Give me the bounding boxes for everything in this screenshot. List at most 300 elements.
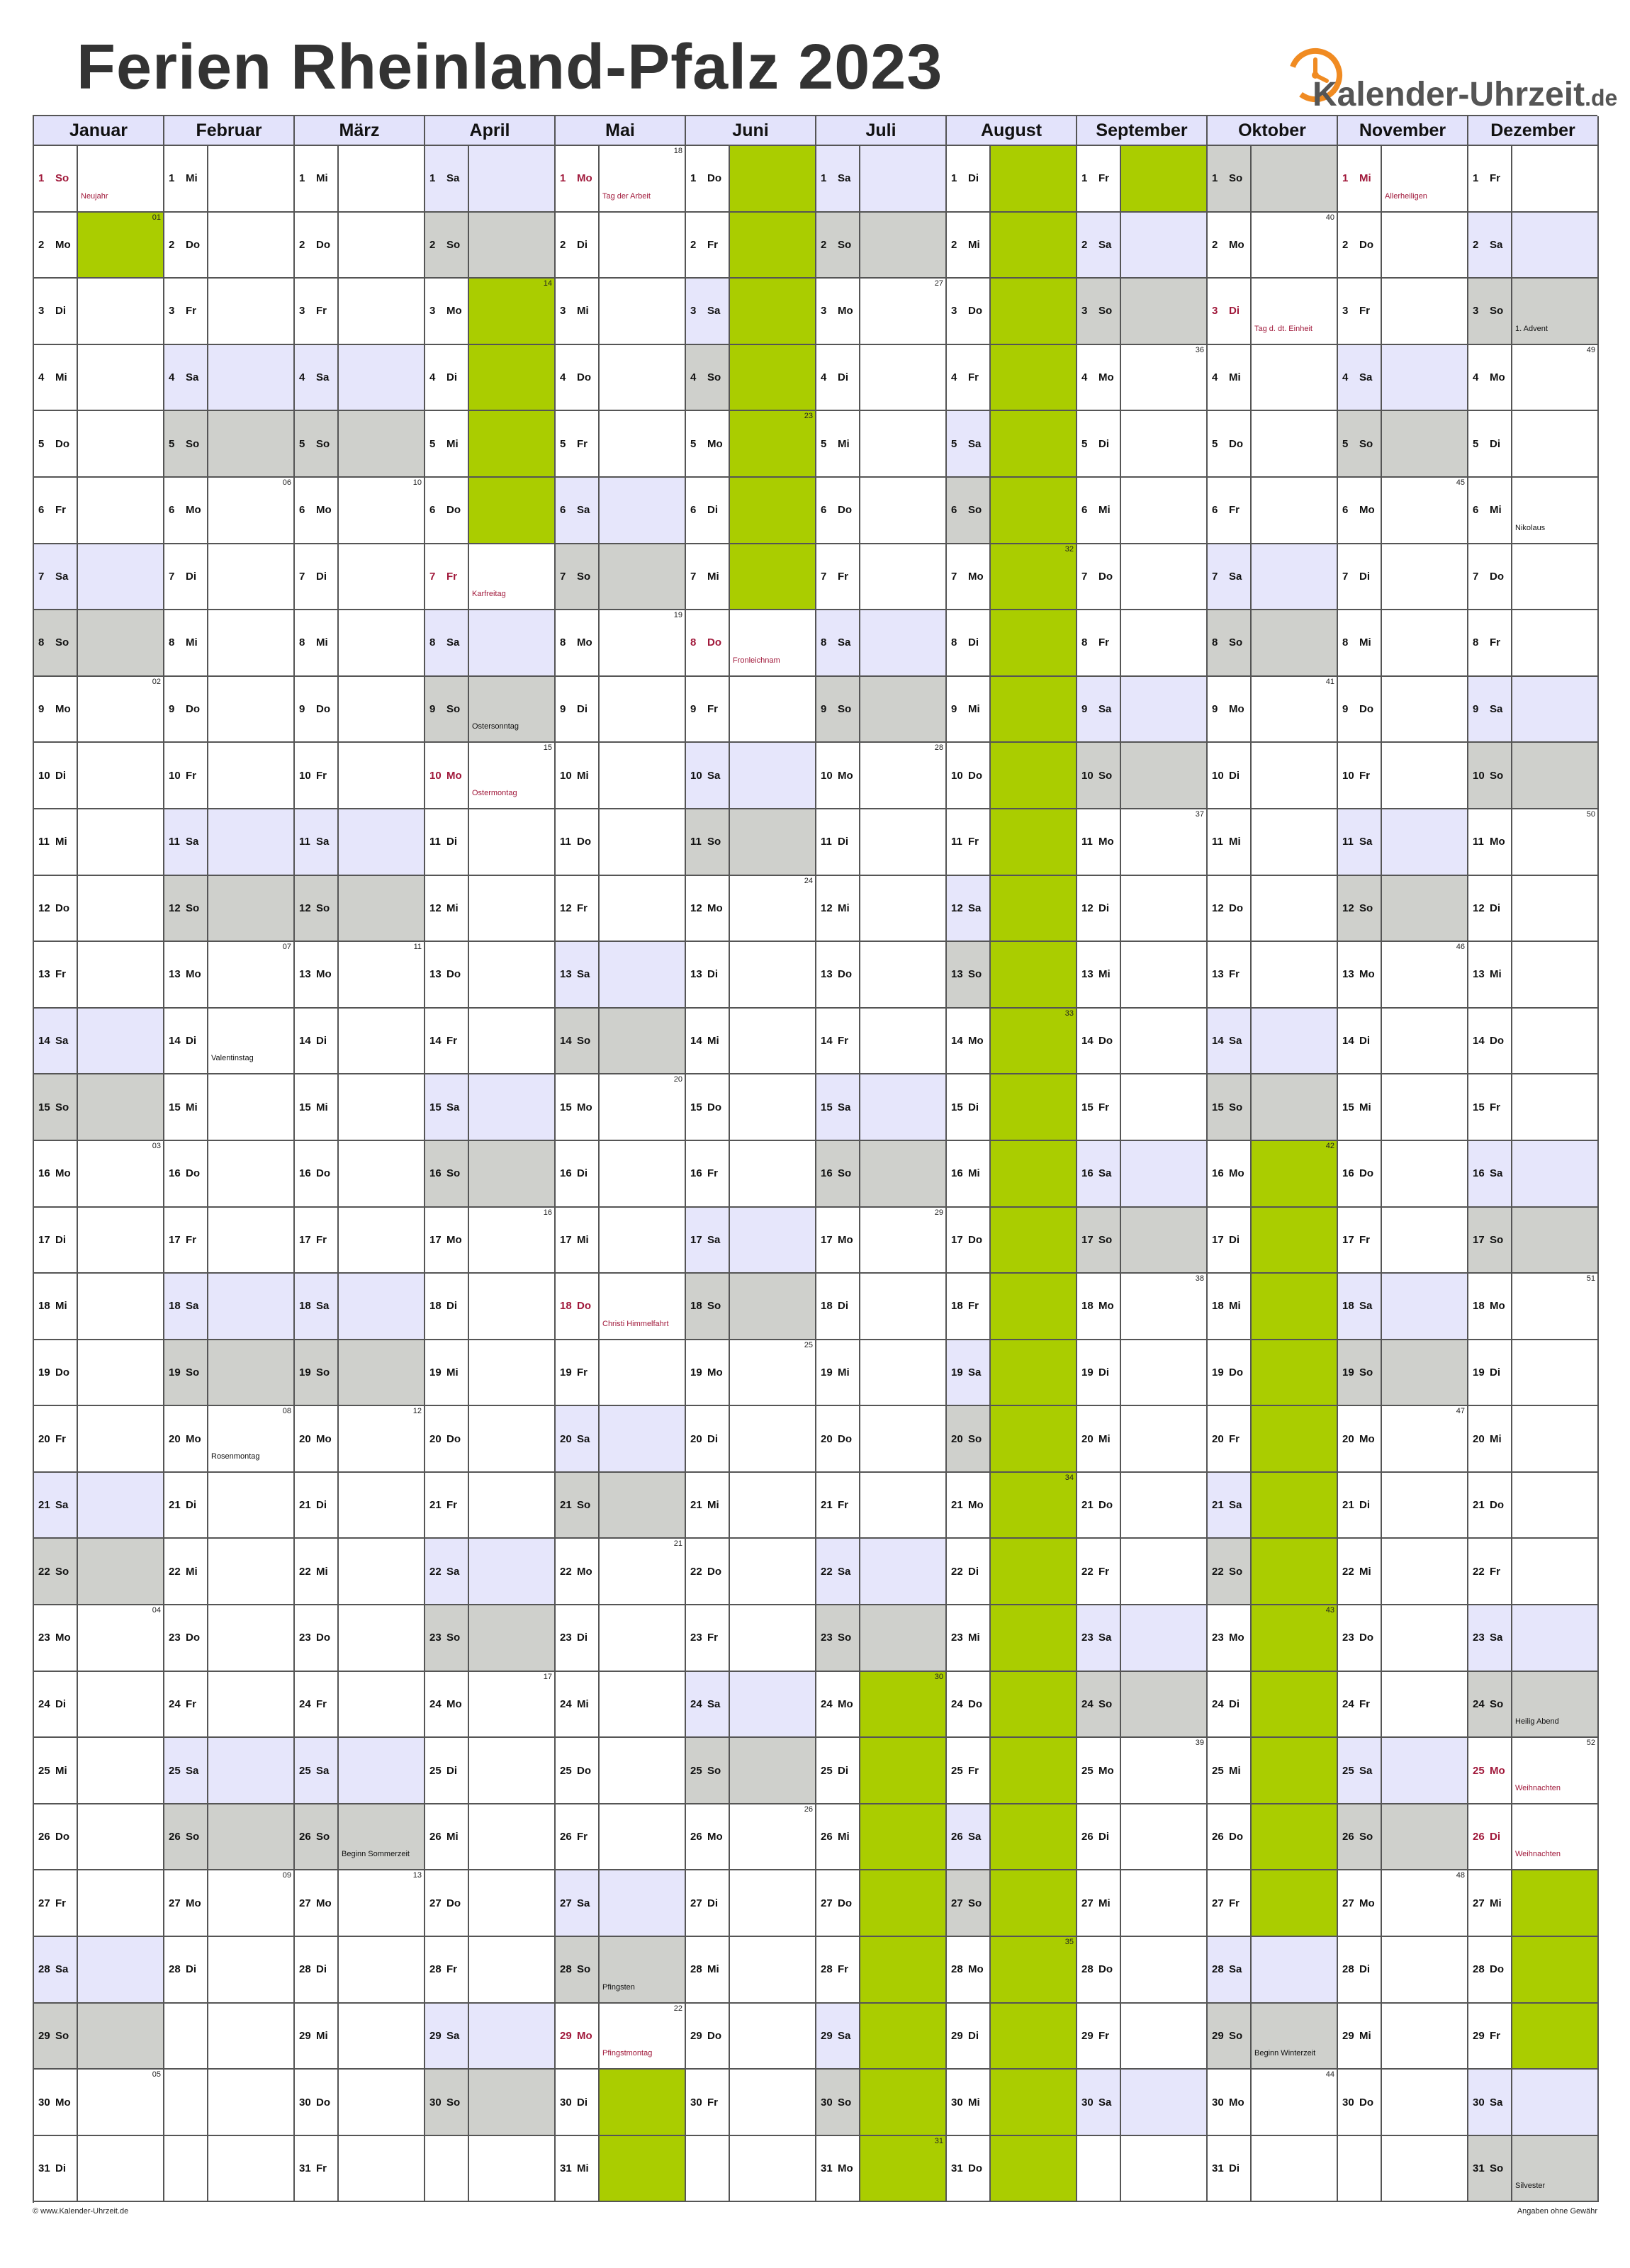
day-cell[interactable] (34, 279, 164, 345)
day-cell[interactable] (556, 1141, 686, 1208)
day-cell[interactable] (1468, 610, 1599, 677)
day-cell[interactable] (816, 1141, 947, 1208)
day-cell[interactable] (1468, 1738, 1599, 1804)
day-cell[interactable] (556, 2004, 686, 2070)
day-cell[interactable] (164, 1208, 295, 1274)
day-cell[interactable] (295, 1009, 425, 1075)
day-cell[interactable] (1338, 478, 1468, 544)
day-cell[interactable] (556, 213, 686, 279)
day-cell[interactable] (556, 1738, 686, 1804)
day-cell[interactable] (295, 279, 425, 345)
day-cell[interactable] (164, 1672, 295, 1739)
day-cell[interactable] (1338, 677, 1468, 743)
day-cell[interactable] (947, 1804, 1077, 1871)
day-cell[interactable] (947, 2136, 1077, 2203)
day-cell[interactable] (1468, 2004, 1599, 2070)
day-cell[interactable] (34, 942, 164, 1009)
day-cell[interactable] (295, 1539, 425, 1605)
day-cell[interactable] (1077, 876, 1208, 943)
day-cell[interactable] (1077, 544, 1208, 611)
day-cell[interactable] (1077, 1274, 1208, 1340)
day-cell[interactable] (686, 743, 816, 809)
day-cell[interactable] (816, 1009, 947, 1075)
day-cell[interactable] (686, 1672, 816, 1739)
day-cell[interactable] (686, 876, 816, 943)
day-cell[interactable] (1208, 544, 1338, 611)
day-cell[interactable] (1077, 1937, 1208, 2004)
day-cell[interactable] (1468, 1937, 1599, 2004)
day-cell[interactable] (686, 677, 816, 743)
day-cell[interactable] (425, 345, 556, 412)
day-cell[interactable] (295, 1804, 425, 1871)
day-cell[interactable] (164, 809, 295, 876)
day-cell[interactable] (1208, 2136, 1338, 2203)
day-cell[interactable] (556, 1208, 686, 1274)
day-cell[interactable] (686, 1406, 816, 1473)
day-cell[interactable] (34, 1009, 164, 1075)
day-cell[interactable] (556, 1074, 686, 1141)
day-cell[interactable] (295, 1937, 425, 2004)
day-cell[interactable] (1468, 146, 1599, 213)
day-cell[interactable] (1338, 544, 1468, 611)
day-cell[interactable] (1077, 1605, 1208, 1672)
day-cell[interactable] (295, 1208, 425, 1274)
day-cell[interactable] (34, 1074, 164, 1141)
day-cell[interactable] (1468, 1473, 1599, 1539)
day-cell[interactable] (425, 213, 556, 279)
day-cell[interactable] (947, 1738, 1077, 1804)
day-cell[interactable] (1077, 1473, 1208, 1539)
day-cell[interactable] (686, 1804, 816, 1871)
day-cell[interactable] (556, 2070, 686, 2136)
day-cell[interactable] (1338, 942, 1468, 1009)
day-cell[interactable] (1468, 677, 1599, 743)
day-cell[interactable] (425, 1539, 556, 1605)
day-cell[interactable] (816, 1738, 947, 1804)
day-cell[interactable] (1338, 1937, 1468, 2004)
day-cell[interactable] (164, 544, 295, 611)
day-cell[interactable] (556, 876, 686, 943)
day-cell[interactable] (164, 411, 295, 478)
day-cell[interactable] (686, 1074, 816, 1141)
day-cell[interactable] (425, 1937, 556, 2004)
day-cell[interactable] (1208, 1473, 1338, 1539)
day-cell[interactable] (1468, 345, 1599, 412)
day-cell[interactable] (816, 345, 947, 412)
day-cell[interactable] (1077, 478, 1208, 544)
day-cell[interactable] (1208, 1605, 1338, 1672)
day-cell[interactable] (556, 1870, 686, 1937)
day-cell[interactable] (1208, 1738, 1338, 1804)
day-cell[interactable] (425, 1605, 556, 1672)
day-cell[interactable] (1468, 1009, 1599, 1075)
day-cell[interactable] (1338, 1208, 1468, 1274)
day-cell[interactable] (425, 743, 556, 809)
day-cell[interactable] (556, 1340, 686, 1407)
day-cell[interactable] (556, 279, 686, 345)
day-cell[interactable] (947, 1141, 1077, 1208)
day-cell[interactable] (295, 1870, 425, 1937)
day-cell[interactable] (816, 411, 947, 478)
day-cell[interactable] (556, 1406, 686, 1473)
day-cell[interactable] (34, 1406, 164, 1473)
day-cell[interactable] (34, 2004, 164, 2070)
day-cell[interactable] (686, 478, 816, 544)
day-cell[interactable] (425, 610, 556, 677)
day-cell[interactable] (1338, 411, 1468, 478)
day-cell[interactable] (816, 1274, 947, 1340)
day-cell[interactable] (295, 345, 425, 412)
day-cell[interactable] (1468, 544, 1599, 611)
day-cell[interactable] (295, 942, 425, 1009)
day-cell[interactable] (686, 1208, 816, 1274)
day-cell[interactable] (947, 1274, 1077, 1340)
day-cell[interactable] (1338, 345, 1468, 412)
day-cell[interactable] (1468, 1804, 1599, 1871)
day-cell[interactable] (556, 2136, 686, 2203)
day-cell[interactable] (295, 1738, 425, 1804)
day-cell[interactable] (1338, 2070, 1468, 2136)
day-cell[interactable] (686, 2070, 816, 2136)
day-cell[interactable] (164, 1937, 295, 2004)
day-cell[interactable] (816, 146, 947, 213)
day-cell[interactable] (686, 1605, 816, 1672)
day-cell[interactable] (295, 2004, 425, 2070)
day-cell[interactable] (295, 2136, 425, 2203)
day-cell[interactable] (34, 1539, 164, 1605)
day-cell[interactable] (947, 610, 1077, 677)
day-cell[interactable] (164, 1870, 295, 1937)
day-cell[interactable] (34, 345, 164, 412)
day-cell[interactable] (295, 1406, 425, 1473)
day-cell[interactable] (34, 809, 164, 876)
day-cell[interactable] (686, 1141, 816, 1208)
day-cell[interactable] (556, 1539, 686, 1605)
day-cell[interactable] (686, 146, 816, 213)
day-cell[interactable] (1208, 677, 1338, 743)
day-cell[interactable] (34, 1208, 164, 1274)
day-cell[interactable] (816, 279, 947, 345)
day-cell[interactable] (1208, 146, 1338, 213)
day-cell[interactable] (34, 1937, 164, 2004)
day-cell[interactable] (686, 942, 816, 1009)
day-cell[interactable] (1468, 743, 1599, 809)
day-cell[interactable] (1208, 1539, 1338, 1605)
day-cell[interactable] (164, 677, 295, 743)
brand-logo[interactable] (1284, 41, 1618, 115)
day-cell[interactable] (816, 1672, 947, 1739)
day-cell[interactable] (164, 279, 295, 345)
day-cell[interactable] (1338, 1870, 1468, 1937)
day-cell[interactable] (1338, 1539, 1468, 1605)
day-cell[interactable] (1468, 279, 1599, 345)
day-cell[interactable] (947, 942, 1077, 1009)
day-cell[interactable] (947, 876, 1077, 943)
day-cell[interactable] (295, 1672, 425, 1739)
day-cell[interactable] (686, 345, 816, 412)
day-cell[interactable] (425, 1738, 556, 1804)
day-cell[interactable] (1208, 2070, 1338, 2136)
day-cell[interactable] (34, 478, 164, 544)
day-cell[interactable] (947, 1605, 1077, 1672)
day-cell[interactable] (816, 1870, 947, 1937)
day-cell[interactable] (1468, 478, 1599, 544)
day-cell[interactable] (1338, 213, 1468, 279)
day-cell[interactable] (164, 213, 295, 279)
day-cell[interactable] (1338, 1141, 1468, 1208)
day-cell[interactable] (1208, 478, 1338, 544)
day-cell[interactable] (1077, 743, 1208, 809)
day-cell[interactable] (1077, 1870, 1208, 1937)
day-cell[interactable] (34, 743, 164, 809)
day-cell[interactable] (34, 1473, 164, 1539)
day-cell[interactable] (947, 345, 1077, 412)
day-cell[interactable] (947, 1406, 1077, 1473)
day-cell[interactable] (947, 478, 1077, 544)
day-cell[interactable] (1208, 213, 1338, 279)
day-cell[interactable] (1208, 743, 1338, 809)
day-cell[interactable] (34, 1274, 164, 1340)
day-cell[interactable] (425, 1804, 556, 1871)
day-cell[interactable] (425, 544, 556, 611)
day-cell[interactable] (816, 677, 947, 743)
day-cell[interactable] (1468, 1672, 1599, 1739)
day-cell[interactable] (1208, 1074, 1338, 1141)
day-cell[interactable] (1077, 1208, 1208, 1274)
day-cell[interactable] (686, 1937, 816, 2004)
day-cell[interactable] (425, 2004, 556, 2070)
day-cell[interactable] (34, 1804, 164, 1871)
day-cell[interactable] (164, 1274, 295, 1340)
day-cell[interactable] (1338, 1009, 1468, 1075)
day-cell[interactable] (816, 478, 947, 544)
day-cell[interactable] (295, 1605, 425, 1672)
day-cell[interactable] (686, 544, 816, 611)
day-cell[interactable] (1338, 1406, 1468, 1473)
day-cell[interactable] (34, 2070, 164, 2136)
day-cell[interactable] (34, 2136, 164, 2203)
day-cell[interactable] (164, 1804, 295, 1871)
day-cell[interactable] (295, 1340, 425, 1407)
day-cell[interactable] (1338, 146, 1468, 213)
day-cell[interactable] (816, 2004, 947, 2070)
day-cell[interactable] (1208, 345, 1338, 412)
day-cell[interactable] (947, 1340, 1077, 1407)
day-cell[interactable] (1468, 2070, 1599, 2136)
day-cell[interactable] (556, 677, 686, 743)
day-cell[interactable] (1077, 1672, 1208, 1739)
day-cell[interactable] (556, 809, 686, 876)
day-cell[interactable] (686, 279, 816, 345)
day-cell[interactable] (1468, 1074, 1599, 1141)
day-cell[interactable] (947, 1473, 1077, 1539)
day-cell[interactable] (1338, 1074, 1468, 1141)
day-cell[interactable] (1208, 1804, 1338, 1871)
day-cell[interactable] (1468, 1340, 1599, 1407)
day-cell[interactable] (425, 146, 556, 213)
day-cell[interactable] (1468, 1208, 1599, 1274)
day-cell[interactable] (295, 677, 425, 743)
day-cell[interactable] (1208, 610, 1338, 677)
day-cell[interactable] (686, 1738, 816, 1804)
day-cell[interactable] (947, 1937, 1077, 2004)
day-cell[interactable] (556, 345, 686, 412)
day-cell[interactable] (425, 1340, 556, 1407)
day-cell[interactable] (164, 146, 295, 213)
day-cell[interactable] (1468, 2136, 1599, 2203)
day-cell[interactable] (947, 1009, 1077, 1075)
day-cell[interactable] (1468, 1605, 1599, 1672)
day-cell[interactable] (686, 213, 816, 279)
day-cell[interactable] (34, 411, 164, 478)
day-cell[interactable] (1338, 2004, 1468, 2070)
day-cell[interactable] (816, 876, 947, 943)
day-cell[interactable] (164, 1539, 295, 1605)
day-cell[interactable] (425, 1274, 556, 1340)
day-cell[interactable] (1338, 743, 1468, 809)
day-cell[interactable] (947, 1672, 1077, 1739)
day-cell[interactable] (1208, 942, 1338, 1009)
day-cell[interactable] (1338, 809, 1468, 876)
day-cell[interactable] (556, 146, 686, 213)
day-cell[interactable] (816, 1074, 947, 1141)
day-cell[interactable] (1338, 1605, 1468, 1672)
day-cell[interactable] (1338, 610, 1468, 677)
day-cell[interactable] (164, 1074, 295, 1141)
day-cell[interactable] (1077, 2070, 1208, 2136)
day-cell[interactable] (164, 876, 295, 943)
day-cell[interactable] (556, 544, 686, 611)
day-cell[interactable] (295, 2070, 425, 2136)
day-cell[interactable] (34, 146, 164, 213)
day-cell[interactable] (1338, 1672, 1468, 1739)
day-cell[interactable] (816, 809, 947, 876)
day-cell[interactable] (947, 809, 1077, 876)
day-cell[interactable] (34, 1141, 164, 1208)
day-cell[interactable] (425, 279, 556, 345)
day-cell[interactable] (425, 1074, 556, 1141)
day-cell[interactable] (816, 213, 947, 279)
day-cell[interactable] (164, 610, 295, 677)
day-cell[interactable] (295, 478, 425, 544)
day-cell[interactable] (425, 1672, 556, 1739)
day-cell[interactable] (425, 809, 556, 876)
day-cell[interactable] (1077, 1340, 1208, 1407)
day-cell[interactable] (816, 1539, 947, 1605)
day-cell[interactable] (295, 743, 425, 809)
day-cell[interactable] (816, 1937, 947, 2004)
day-cell[interactable] (686, 1340, 816, 1407)
day-cell[interactable] (425, 677, 556, 743)
day-cell[interactable] (425, 1141, 556, 1208)
day-cell[interactable] (1077, 2004, 1208, 2070)
day-cell[interactable] (1077, 411, 1208, 478)
day-cell[interactable] (295, 1141, 425, 1208)
day-cell[interactable] (295, 213, 425, 279)
day-cell[interactable] (1077, 610, 1208, 677)
day-cell[interactable] (816, 1804, 947, 1871)
day-cell[interactable] (947, 146, 1077, 213)
day-cell[interactable] (1338, 1473, 1468, 1539)
day-cell[interactable] (1338, 1804, 1468, 1871)
day-cell[interactable] (425, 411, 556, 478)
day-cell[interactable] (556, 411, 686, 478)
day-cell[interactable] (34, 1672, 164, 1739)
day-cell[interactable] (34, 1340, 164, 1407)
day-cell[interactable] (816, 1605, 947, 1672)
day-cell[interactable] (1338, 279, 1468, 345)
day-cell[interactable] (947, 2070, 1077, 2136)
day-cell[interactable] (686, 1539, 816, 1605)
day-cell[interactable] (556, 478, 686, 544)
day-cell[interactable] (1468, 411, 1599, 478)
day-cell[interactable] (1208, 1937, 1338, 2004)
day-cell[interactable] (164, 478, 295, 544)
day-cell[interactable] (556, 610, 686, 677)
day-cell[interactable] (947, 677, 1077, 743)
day-cell[interactable] (425, 1473, 556, 1539)
day-cell[interactable] (947, 1074, 1077, 1141)
day-cell[interactable] (1208, 1274, 1338, 1340)
day-cell[interactable] (295, 876, 425, 943)
day-cell[interactable] (1468, 942, 1599, 1009)
day-cell[interactable] (1077, 809, 1208, 876)
day-cell[interactable] (34, 677, 164, 743)
day-cell[interactable] (1208, 876, 1338, 943)
day-cell[interactable] (816, 610, 947, 677)
day-cell[interactable] (947, 1208, 1077, 1274)
day-cell[interactable] (686, 1009, 816, 1075)
day-cell[interactable] (556, 743, 686, 809)
day-cell[interactable] (164, 743, 295, 809)
day-cell[interactable] (425, 1406, 556, 1473)
day-cell[interactable] (34, 213, 164, 279)
day-cell[interactable] (1338, 1274, 1468, 1340)
day-cell[interactable] (34, 1870, 164, 1937)
day-cell[interactable] (1208, 1009, 1338, 1075)
day-cell[interactable] (164, 345, 295, 412)
day-cell[interactable] (425, 1208, 556, 1274)
day-cell[interactable] (295, 610, 425, 677)
day-cell[interactable] (556, 1473, 686, 1539)
day-cell[interactable] (947, 411, 1077, 478)
day-cell[interactable] (295, 146, 425, 213)
day-cell[interactable] (1077, 213, 1208, 279)
day-cell[interactable] (947, 544, 1077, 611)
day-cell[interactable] (295, 1274, 425, 1340)
day-cell[interactable] (1338, 1340, 1468, 1407)
day-cell[interactable] (1077, 1141, 1208, 1208)
day-cell[interactable] (1338, 1738, 1468, 1804)
day-cell[interactable] (1468, 809, 1599, 876)
day-cell[interactable] (816, 544, 947, 611)
day-cell[interactable] (556, 1605, 686, 1672)
day-cell[interactable] (164, 1141, 295, 1208)
day-cell[interactable] (1077, 1074, 1208, 1141)
day-cell[interactable] (947, 1539, 1077, 1605)
day-cell[interactable] (425, 478, 556, 544)
day-cell[interactable] (1208, 1870, 1338, 1937)
day-cell[interactable] (1077, 1738, 1208, 1804)
day-cell[interactable] (816, 942, 947, 1009)
day-cell[interactable] (1077, 942, 1208, 1009)
day-cell[interactable] (1208, 1672, 1338, 1739)
day-cell[interactable] (425, 942, 556, 1009)
day-cell[interactable] (295, 809, 425, 876)
day-cell[interactable] (34, 610, 164, 677)
day-cell[interactable] (164, 1009, 295, 1075)
day-cell[interactable] (425, 2070, 556, 2136)
